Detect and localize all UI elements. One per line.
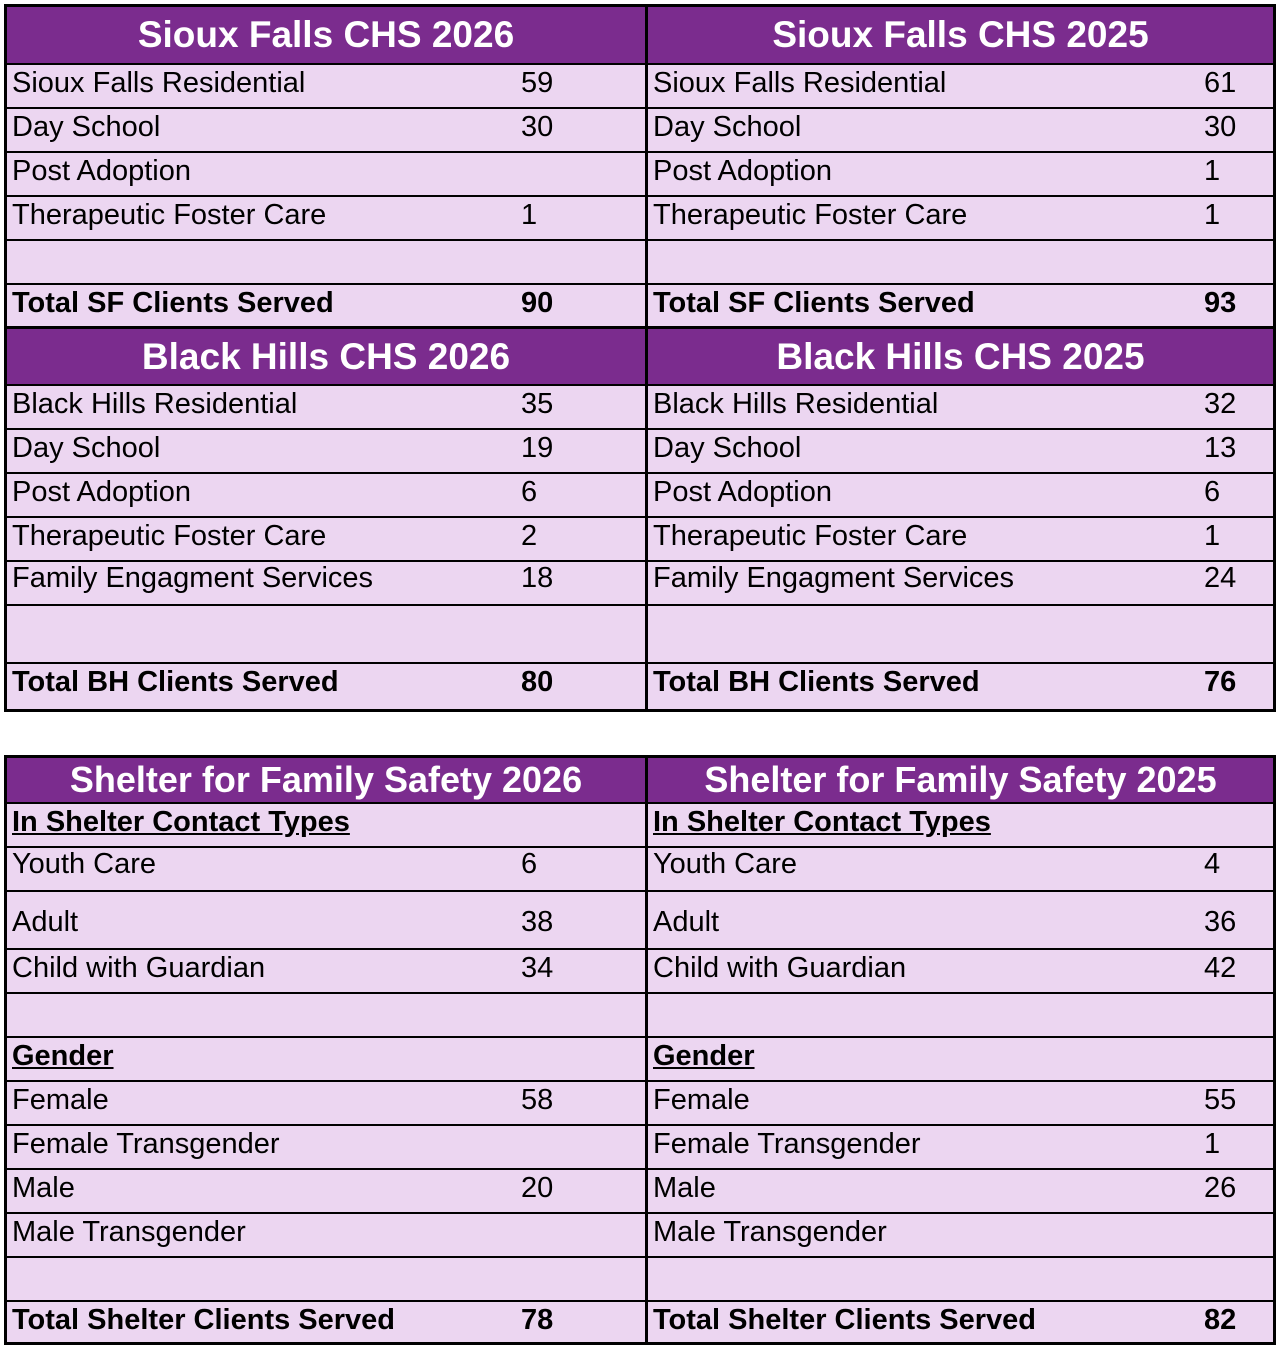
row-label: Day School	[653, 111, 802, 143]
total-label: Total SF Clients Served	[653, 287, 975, 319]
table-row	[7, 892, 645, 950]
row-label: Day School	[653, 432, 802, 464]
row-value: 35	[521, 388, 554, 420]
row-label: Family Engagment Services	[12, 562, 374, 594]
table-row	[648, 197, 1273, 241]
row-label: Post Adoption	[653, 155, 832, 187]
table-row	[7, 1214, 645, 1258]
row-value: 18	[521, 562, 554, 594]
row-label: Male	[653, 1172, 716, 1204]
row-label: Black Hills Residential	[12, 388, 298, 420]
section-heading: Gender	[12, 1040, 114, 1072]
table-row	[648, 430, 1273, 474]
row-label: Family Engagment Services	[653, 562, 1015, 594]
row-label: Adult	[12, 906, 79, 938]
row-label: Male	[12, 1172, 75, 1204]
table-row-empty	[648, 994, 1273, 1038]
total-value: 80	[521, 666, 554, 698]
row-value: 1	[1204, 155, 1221, 187]
total-value: 82	[1204, 1304, 1237, 1336]
table-row	[7, 197, 645, 241]
table-row	[648, 1082, 1273, 1126]
bh-2026-title: Black Hills CHS 2026	[7, 329, 645, 386]
table-row-empty	[648, 1258, 1273, 1302]
shelter-2026-title: Shelter for Family Safety 2026	[7, 758, 645, 804]
row-label: Youth Care	[12, 848, 157, 880]
table-row	[7, 1170, 645, 1214]
row-value: 42	[1204, 952, 1237, 984]
row-label: Post Adoption	[12, 155, 191, 187]
total-label: Total SF Clients Served	[12, 287, 334, 319]
table-row	[648, 950, 1273, 994]
table-row	[7, 474, 645, 518]
shelter-2026-column	[7, 758, 645, 1342]
row-value: 24	[1204, 562, 1237, 594]
section-heading: In Shelter Contact Types	[653, 806, 991, 838]
total-row	[648, 1302, 1273, 1342]
row-label: Female Transgender	[12, 1128, 280, 1160]
row-label: Therapeutic Foster Care	[653, 199, 968, 231]
row-label: Female	[653, 1084, 750, 1116]
total-label: Total Shelter Clients Served	[12, 1304, 396, 1336]
row-value: 1	[1204, 199, 1221, 231]
total-label: Total BH Clients Served	[12, 666, 339, 698]
row-label: Child with Guardian	[653, 952, 907, 984]
row-value: 30	[521, 111, 554, 143]
table-row	[648, 518, 1273, 562]
table-row	[648, 1126, 1273, 1170]
row-value: 30	[1204, 111, 1237, 143]
row-value: 20	[521, 1172, 554, 1204]
bh-2025-title: Black Hills CHS 2025	[648, 329, 1273, 386]
table-row	[7, 109, 645, 153]
table-row-empty	[7, 606, 645, 664]
table-row-empty	[648, 606, 1273, 664]
gender-heading	[648, 1038, 1273, 1082]
row-value: 6	[521, 476, 538, 508]
table-row	[648, 109, 1273, 153]
sf-2025-title: Sioux Falls CHS 2025	[648, 7, 1273, 65]
row-label: Female	[12, 1084, 109, 1116]
row-value: 32	[1204, 388, 1237, 420]
row-value: 36	[1204, 906, 1237, 938]
table-row	[648, 474, 1273, 518]
row-label: Adult	[653, 906, 720, 938]
row-label: Sioux Falls Residential	[12, 67, 306, 99]
section-heading: Gender	[653, 1040, 755, 1072]
row-label: Day School	[12, 111, 161, 143]
total-label: Total BH Clients Served	[653, 666, 980, 698]
table-row	[648, 153, 1273, 197]
row-label: Female Transgender	[653, 1128, 921, 1160]
table-row	[648, 848, 1273, 892]
table-row	[7, 1082, 645, 1126]
row-value: 26	[1204, 1172, 1237, 1204]
row-value: 19	[521, 432, 554, 464]
table-row	[7, 950, 645, 994]
row-value: 6	[1204, 476, 1221, 508]
table-row	[648, 65, 1273, 109]
table-row	[7, 562, 645, 606]
row-value: 34	[521, 952, 554, 984]
table-row	[648, 1170, 1273, 1214]
row-value: 58	[521, 1084, 554, 1116]
table-row	[648, 386, 1273, 430]
shelter-clients-table	[4, 755, 1276, 1345]
table-row	[648, 1214, 1273, 1258]
table-row	[7, 1126, 645, 1170]
shelter-2025-title: Shelter for Family Safety 2025	[648, 758, 1273, 804]
table-row	[7, 848, 645, 892]
row-value: 6	[521, 848, 538, 880]
table-row	[7, 153, 645, 197]
row-label: Sioux Falls Residential	[653, 67, 947, 99]
contact-types-heading	[7, 804, 645, 848]
row-value: 38	[521, 906, 554, 938]
row-label: Therapeutic Foster Care	[12, 199, 327, 231]
gender-heading	[7, 1038, 645, 1082]
total-value: 76	[1204, 666, 1237, 698]
row-label: Male Transgender	[653, 1216, 887, 1248]
total-value: 93	[1204, 287, 1237, 319]
row-label: Therapeutic Foster Care	[12, 520, 327, 552]
row-label: Black Hills Residential	[653, 388, 939, 420]
total-row	[648, 285, 1273, 329]
shelter-2025-column	[648, 758, 1273, 1342]
row-label: Child with Guardian	[12, 952, 266, 984]
row-value: 1	[521, 199, 538, 231]
table-row	[648, 892, 1273, 950]
row-value: 1	[1204, 1128, 1221, 1160]
total-row	[7, 285, 645, 329]
row-label: Post Adoption	[12, 476, 191, 508]
table-row	[7, 386, 645, 430]
total-row	[7, 664, 645, 709]
row-value: 55	[1204, 1084, 1237, 1116]
row-value: 1	[1204, 520, 1221, 552]
table-row-empty	[7, 1258, 645, 1302]
chs-2026-column	[7, 7, 645, 709]
total-label: Total Shelter Clients Served	[653, 1304, 1037, 1336]
contact-types-heading	[648, 804, 1273, 848]
row-label: Therapeutic Foster Care	[653, 520, 968, 552]
table-row-empty	[7, 241, 645, 285]
row-label: Post Adoption	[653, 476, 832, 508]
total-value: 78	[521, 1304, 554, 1336]
row-label: Day School	[12, 432, 161, 464]
total-value: 90	[521, 287, 554, 319]
table-row-empty	[648, 241, 1273, 285]
section-heading: In Shelter Contact Types	[12, 806, 350, 838]
row-label: Youth Care	[653, 848, 798, 880]
table-row-empty	[7, 994, 645, 1038]
table-row	[648, 562, 1273, 606]
table-row	[7, 518, 645, 562]
chs-clients-table	[4, 4, 1276, 712]
table-row	[7, 430, 645, 474]
row-value: 61	[1204, 67, 1237, 99]
sf-2026-title: Sioux Falls CHS 2026	[7, 7, 645, 65]
total-row	[648, 664, 1273, 709]
table-row	[7, 65, 645, 109]
row-value: 13	[1204, 432, 1237, 464]
row-value: 4	[1204, 848, 1221, 880]
total-row	[7, 1302, 645, 1342]
row-value: 59	[521, 67, 554, 99]
chs-2025-column	[648, 7, 1273, 709]
row-value: 2	[521, 520, 538, 552]
row-label: Male Transgender	[12, 1216, 246, 1248]
